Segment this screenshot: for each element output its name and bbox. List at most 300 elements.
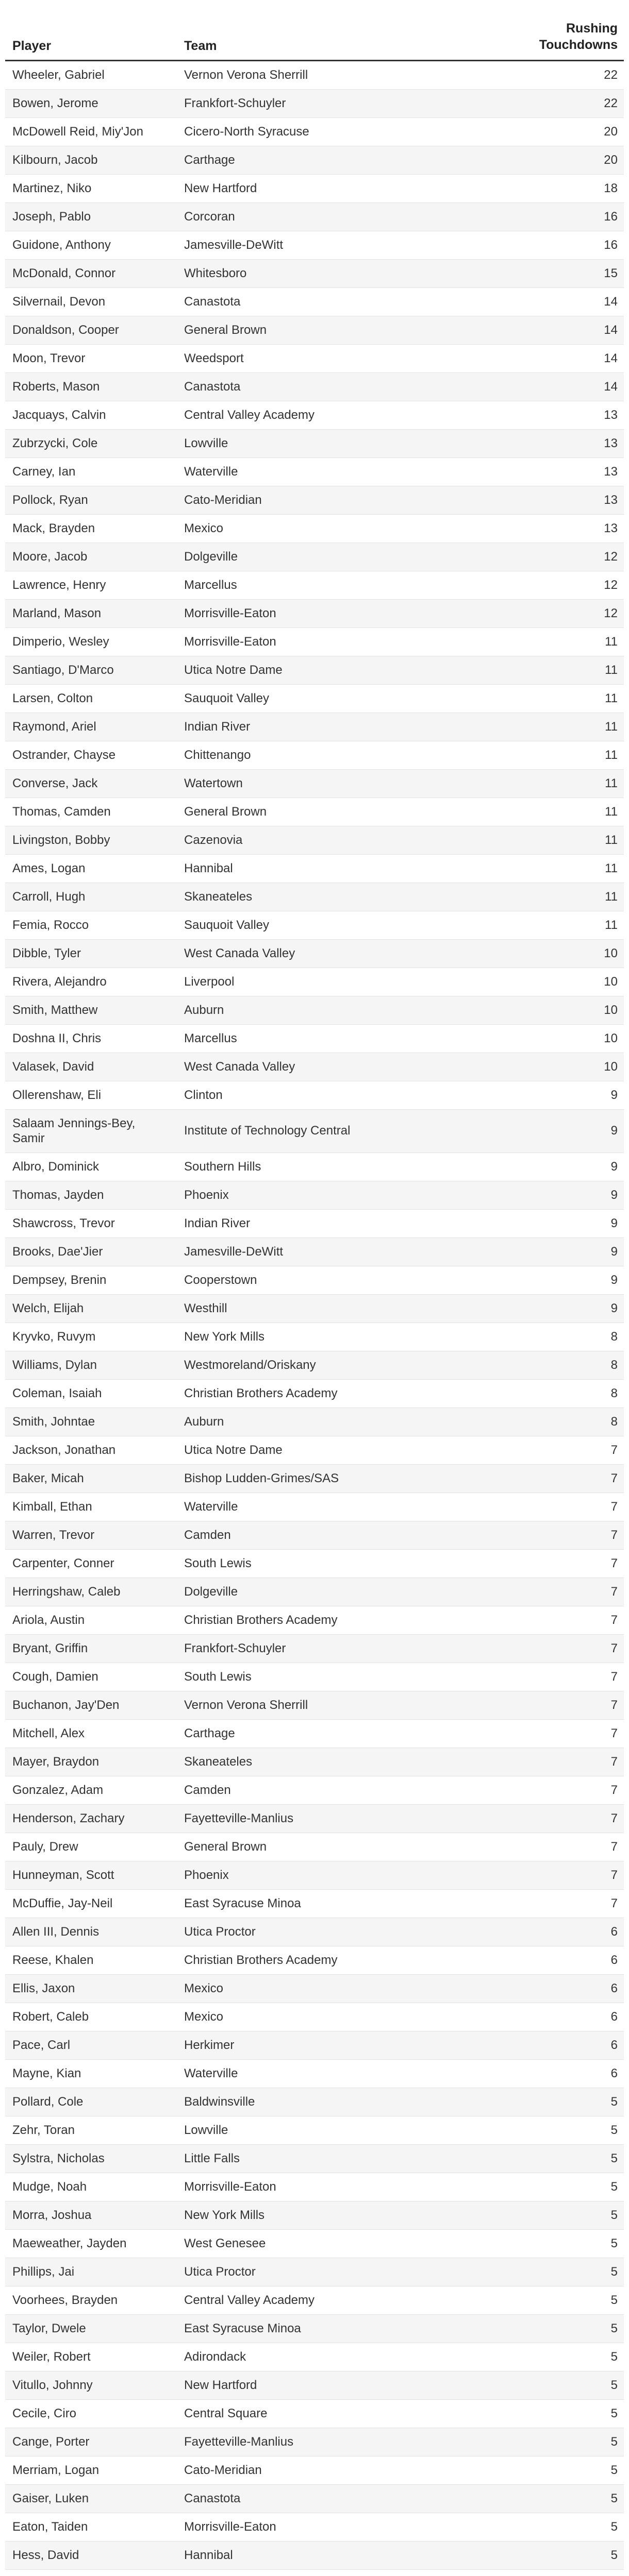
cell-team: Auburn [177,996,521,1024]
table-row [5,344,624,372]
cell-team: Auburn [177,1408,521,1436]
cell-team: General Brown [177,1833,521,1861]
cell-team: Southern Hills [177,1153,521,1181]
cell-rushing-touchdowns: 7 [521,1634,624,1663]
header-metric-line1: Rushing [566,21,618,36]
cell-rushing-touchdowns: 7 [521,1549,624,1578]
table-row [5,543,624,571]
table-row [5,1024,624,1053]
cell-player: Raymond, Ariel [5,713,177,741]
table-row [5,1833,624,1861]
cell-team: Phoenix [177,1181,521,1209]
table-row [5,1379,624,1408]
cell-rushing-touchdowns: 7 [521,1578,624,1606]
cell-team: Dolgeville [177,543,521,571]
cell-team: Chittenango [177,741,521,769]
cell-team: Hannibal [177,854,521,883]
table-row [5,571,624,599]
cell-team: Central Square [177,2399,521,2428]
cell-player: Donaldson, Cooper [5,316,177,344]
cell-team: Lowville [177,429,521,457]
table-row [5,854,624,883]
cell-team: New York Mills [177,1323,521,1351]
cell-team: Mexico [177,2003,521,2031]
cell-player: Doshna II, Chris [5,1024,177,1053]
cell-team: Frankfort-Schuyler [177,89,521,117]
table-row [5,1776,624,1804]
cell-player: Ollerenshaw, Eli [5,1081,177,1109]
cell-player: Jackson, Jonathan [5,1436,177,1464]
cell-player: Shawcross, Trevor [5,1209,177,1238]
table-header [5,20,624,60]
table-row [5,1109,624,1153]
table-row [5,174,624,202]
cell-rushing-touchdowns: 11 [521,656,624,684]
cell-player: Santiago, D'Marco [5,656,177,684]
cell-rushing-touchdowns: 11 [521,769,624,798]
cell-team: South Lewis [177,1663,521,1691]
cell-team: West Genesee [177,2229,521,2258]
cell-player: Baker, Micah [5,1464,177,1493]
cell-team: Weedsport [177,344,521,372]
table-row [5,1153,624,1181]
table-row [5,2258,624,2286]
cell-team: Sauquoit Valley [177,911,521,939]
table-row [5,2314,624,2343]
cell-rushing-touchdowns: 7 [521,1464,624,1493]
cell-player: Moore, Jacob [5,543,177,571]
cell-team: Cicero-North Syracuse [177,117,521,146]
cell-player: Mack, Brayden [5,514,177,543]
table-row [5,826,624,854]
cell-player: Weiler, Robert [5,2343,177,2371]
table-row [5,2088,624,2116]
cell-player: Salaam Jennings-Bey, Samir [5,1109,177,1153]
table-row [5,1549,624,1578]
table-row [5,316,624,344]
header-metric-line2: Touchdowns [539,38,618,52]
cell-player: Silvernail, Devon [5,287,177,316]
cell-player: Morra, Joshua [5,2201,177,2229]
cell-team: Marcellus [177,1024,521,1053]
cell-player: Coleman, Isaiah [5,1379,177,1408]
cell-player: McDowell Reid, Miy'Jon [5,117,177,146]
cell-rushing-touchdowns: 11 [521,911,624,939]
cell-player: Dempsey, Brenin [5,1266,177,1294]
cell-player: Jacquays, Calvin [5,401,177,429]
table-row [5,2144,624,2173]
cell-rushing-touchdowns: 10 [521,1024,624,1053]
table-row [5,1181,624,1209]
cell-player: Reese, Khalen [5,1946,177,1974]
cell-team: Waterville [177,1493,521,1521]
cell-team: Canastota [177,2484,521,2513]
cell-player: Pauly, Drew [5,1833,177,1861]
cell-player: Moon, Trevor [5,344,177,372]
cell-rushing-touchdowns: 9 [521,1238,624,1266]
cell-rushing-touchdowns: 18 [521,174,624,202]
table-row [5,1493,624,1521]
cell-player: Valasek, David [5,1053,177,1081]
cell-rushing-touchdowns: 11 [521,713,624,741]
cell-team: General Brown [177,316,521,344]
cell-team: Cato-Meridian [177,486,521,514]
cell-player: Warren, Trevor [5,1521,177,1549]
cell-player: Zubrzycki, Cole [5,429,177,457]
header-player[interactable]: Player [5,20,177,60]
table-row [5,599,624,628]
cell-team: Watertown [177,769,521,798]
cell-team: Canastota [177,372,521,401]
cell-player: Mitchell, Alex [5,1719,177,1748]
table-row [5,89,624,117]
cell-team: Mexico [177,1974,521,2003]
cell-rushing-touchdowns: 10 [521,1053,624,1081]
cell-team: Central Valley Academy [177,401,521,429]
cell-rushing-touchdowns: 5 [521,2371,624,2399]
table-row [5,1521,624,1549]
cell-team: Bishop Ludden-Grimes/SAS [177,1464,521,1493]
cell-player: Mayer, Braydon [5,1748,177,1776]
cell-team: Indian River [177,1209,521,1238]
cell-team: Camden [177,1776,521,1804]
cell-player: Martinez, Niko [5,174,177,202]
table-row [5,1691,624,1719]
cell-team: East Syracuse Minoa [177,1889,521,1918]
table-row [5,2116,624,2144]
cell-rushing-touchdowns: 9 [521,1209,624,1238]
cell-team: Jamesville-DeWitt [177,1238,521,1266]
cell-player: Dimperio, Wesley [5,628,177,656]
cell-rushing-touchdowns: 5 [521,2513,624,2541]
cell-player: Wheeler, Gabriel [5,60,177,89]
cell-rushing-touchdowns: 5 [521,2116,624,2144]
cell-rushing-touchdowns: 9 [521,1266,624,1294]
cell-player: Mudge, Noah [5,2173,177,2201]
cell-player: Cecile, Ciro [5,2399,177,2428]
table-row [5,939,624,968]
cell-rushing-touchdowns: 15 [521,259,624,287]
cell-rushing-touchdowns: 5 [521,2484,624,2513]
cell-rushing-touchdowns: 13 [521,457,624,486]
table-row [5,2173,624,2201]
cell-team: Morrisville-Eaton [177,628,521,656]
header-rushing-touchdowns[interactable] [521,20,624,60]
table-row [5,996,624,1024]
cell-team: Clinton [177,1081,521,1109]
cell-rushing-touchdowns: 9 [521,1109,624,1153]
table-row [5,2456,624,2484]
cell-team: Christian Brothers Academy [177,1946,521,1974]
cell-player: Welch, Elijah [5,1294,177,1323]
table-row [5,968,624,996]
cell-team: West Canada Valley [177,939,521,968]
table-row [5,2003,624,2031]
cell-player: Kryvko, Ruvym [5,1323,177,1351]
cell-team: Utica Notre Dame [177,1436,521,1464]
table-row [5,1663,624,1691]
cell-player: Mayne, Kian [5,2059,177,2088]
table-row [5,684,624,713]
table-row [5,401,624,429]
cell-player: Phillips, Jai [5,2258,177,2286]
cell-team: Fayetteville-Manlius [177,1804,521,1833]
cell-player: Zehr, Toran [5,2116,177,2144]
cell-player: Taylor, Dwele [5,2314,177,2343]
cell-player: Carroll, Hugh [5,883,177,911]
cell-player: Vitullo, Johnny [5,2371,177,2399]
cell-rushing-touchdowns: 11 [521,854,624,883]
cell-team: Phoenix [177,1861,521,1889]
table-row [5,798,624,826]
cell-team: Vernon Verona Sherrill [177,1691,521,1719]
table-row [5,1266,624,1294]
table-body [5,60,624,2576]
cell-rushing-touchdowns: 7 [521,1606,624,1634]
cell-team: Marcellus [177,571,521,599]
table-row [5,1634,624,1663]
table-row [5,287,624,316]
cell-player: Livingston, Bobby [5,826,177,854]
table-row [5,514,624,543]
cell-rushing-touchdowns: 13 [521,429,624,457]
cell-rushing-touchdowns: 5 [521,2428,624,2456]
cell-rushing-touchdowns: 7 [521,1748,624,1776]
cell-player: Pollard, Cole [5,2088,177,2116]
cell-player: Bowen, Jerome [5,89,177,117]
cell-rushing-touchdowns: 22 [521,89,624,117]
cell-team: Jamesville-DeWitt [177,231,521,259]
cell-rushing-touchdowns: 14 [521,344,624,372]
cell-player: Robert, Caleb [5,2003,177,2031]
cell-rushing-touchdowns: 7 [521,1804,624,1833]
cell-rushing-touchdowns: 22 [521,60,624,89]
cell-rushing-touchdowns: 5 [521,2343,624,2371]
cell-team: Cato-Meridian [177,2456,521,2484]
cell-rushing-touchdowns: 7 [521,1493,624,1521]
cell-team: Indian River [177,713,521,741]
cell-player: Buchanon, Jay'Den [5,1691,177,1719]
cell-rushing-touchdowns: 14 [521,316,624,344]
cell-rushing-touchdowns: 7 [521,1861,624,1889]
cell-team: Skaneateles [177,883,521,911]
table-row [5,883,624,911]
cell-player: Carpenter, Conner [5,1549,177,1578]
table-row [5,202,624,231]
cell-team: Mexico [177,514,521,543]
table-row [5,2031,624,2059]
cell-team: Utica Proctor [177,2258,521,2286]
cell-rushing-touchdowns [521,2569,624,2576]
cell-player: Allen III, Dennis [5,1918,177,1946]
cell-player [5,2569,177,2576]
cell-rushing-touchdowns: 8 [521,1323,624,1351]
cell-player: Ames, Logan [5,854,177,883]
cell-player: Larsen, Colton [5,684,177,713]
cell-player: Roberts, Mason [5,372,177,401]
cell-player: Henderson, Zachary [5,1804,177,1833]
cell-team: Institute of Technology Central [177,1109,521,1153]
table-row [5,1351,624,1379]
cell-player: Ellis, Jaxon [5,1974,177,2003]
cell-team: Westmoreland/Oriskany [177,1351,521,1379]
table-row [5,1408,624,1436]
cell-rushing-touchdowns: 7 [521,1889,624,1918]
cell-team: Carthage [177,1719,521,1748]
cell-team: West Canada Valley [177,1053,521,1081]
cell-rushing-touchdowns: 5 [521,2286,624,2314]
cell-rushing-touchdowns: 6 [521,1918,624,1946]
cell-player: Converse, Jack [5,769,177,798]
cell-rushing-touchdowns: 6 [521,2031,624,2059]
table-row [5,1748,624,1776]
cell-rushing-touchdowns: 11 [521,826,624,854]
cell-rushing-touchdowns: 5 [521,2456,624,2484]
cell-team: Dolgeville [177,1578,521,1606]
cell-team: Little Falls [177,2144,521,2173]
cell-player: Sylstra, Nicholas [5,2144,177,2173]
cell-rushing-touchdowns: 10 [521,939,624,968]
cell-player: Eaton, Taiden [5,2513,177,2541]
table-row [5,1464,624,1493]
cell-rushing-touchdowns: 12 [521,571,624,599]
table-row [5,1606,624,1634]
cell-team: Christian Brothers Academy [177,1379,521,1408]
cell-team: Cazenovia [177,826,521,854]
cell-rushing-touchdowns: 8 [521,1379,624,1408]
cell-team: Vernon Verona Sherrill [177,60,521,89]
cell-rushing-touchdowns: 7 [521,1436,624,1464]
cell-rushing-touchdowns: 5 [521,2144,624,2173]
cell-rushing-touchdowns: 5 [521,2541,624,2569]
cell-player: Thomas, Camden [5,798,177,826]
table-row [5,146,624,174]
table-row [5,1946,624,1974]
table-row [5,457,624,486]
cell-team: Sauquoit Valley [177,684,521,713]
cell-rushing-touchdowns: 9 [521,1153,624,1181]
table-row [5,2343,624,2371]
cell-player: Ariola, Austin [5,1606,177,1634]
table-row [5,2201,624,2229]
table-row [5,2059,624,2088]
cell-player: McDuffie, Jay-Neil [5,1889,177,1918]
table-row [5,1578,624,1606]
table-row [5,2399,624,2428]
table-row [5,769,624,798]
cell-player: Brooks, Dae'Jier [5,1238,177,1266]
cell-player: Smith, Johntae [5,1408,177,1436]
cell-rushing-touchdowns: 20 [521,117,624,146]
cell-player: Marland, Mason [5,599,177,628]
table-row [5,231,624,259]
cell-player: Albro, Dominick [5,1153,177,1181]
cell-team: Waterville [177,2059,521,2088]
cell-rushing-touchdowns: 10 [521,968,624,996]
cell-rushing-touchdowns: 12 [521,543,624,571]
cell-player: Pollock, Ryan [5,486,177,514]
cell-team: Lowville [177,2116,521,2144]
cell-player: Femia, Rocco [5,911,177,939]
cell-team: Whitesboro [177,259,521,287]
cell-team: South Lewis [177,1549,521,1578]
cell-player: Gonzalez, Adam [5,1776,177,1804]
cell-team: Morrisville-Eaton [177,599,521,628]
cell-team: Carthage [177,146,521,174]
cell-player: Williams, Dylan [5,1351,177,1379]
table-row [5,628,624,656]
table-row [5,911,624,939]
cell-team: New York Mills [177,2201,521,2229]
cell-rushing-touchdowns: 11 [521,741,624,769]
cell-team: Morrisville-Eaton [177,2513,521,2541]
cell-rushing-touchdowns: 11 [521,628,624,656]
table-row [5,2541,624,2569]
table-row [5,1238,624,1266]
table-row [5,1081,624,1109]
table-row [5,656,624,684]
cell-rushing-touchdowns: 5 [521,2314,624,2343]
cell-team: Morrisville-Eaton [177,2173,521,2201]
cell-player: Joseph, Pablo [5,202,177,231]
cell-rushing-touchdowns: 6 [521,2059,624,2088]
cell-team: Baldwinsville [177,2088,521,2116]
cell-rushing-touchdowns: 7 [521,1691,624,1719]
table-row [5,2513,624,2541]
table-row [5,259,624,287]
cell-team: Canastota [177,287,521,316]
cell-player: Voorhees, Brayden [5,2286,177,2314]
cell-team: Christian Brothers Academy [177,1606,521,1634]
cell-rushing-touchdowns: 8 [521,1351,624,1379]
table-row [5,2428,624,2456]
cell-team: Utica Notre Dame [177,656,521,684]
header-team[interactable]: Team [177,20,521,60]
cell-team: Waterville [177,457,521,486]
cell-player: Ostrander, Chayse [5,741,177,769]
cell-rushing-touchdowns: 10 [521,996,624,1024]
cell-player: Carney, Ian [5,457,177,486]
table-row [5,2569,624,2576]
cell-rushing-touchdowns: 7 [521,1521,624,1549]
cell-rushing-touchdowns: 5 [521,2399,624,2428]
cell-rushing-touchdowns: 13 [521,514,624,543]
cell-player: Smith, Matthew [5,996,177,1024]
cell-team: New Hartford [177,174,521,202]
table-row [5,1889,624,1918]
table-row [5,1804,624,1833]
table-row [5,1436,624,1464]
table-row [5,372,624,401]
table-row [5,741,624,769]
cell-rushing-touchdowns: 9 [521,1294,624,1323]
cell-rushing-touchdowns: 5 [521,2201,624,2229]
cell-rushing-touchdowns: 11 [521,798,624,826]
cell-rushing-touchdowns: 5 [521,2258,624,2286]
table-row [5,2286,624,2314]
table-row [5,1053,624,1081]
cell-rushing-touchdowns: 6 [521,2003,624,2031]
cell-player: Lawrence, Henry [5,571,177,599]
cell-team: Frankfort-Schuyler [177,1634,521,1663]
cell-team: East Syracuse Minoa [177,2314,521,2343]
cell-rushing-touchdowns: 7 [521,1833,624,1861]
cell-player: McDonald, Connor [5,259,177,287]
table-row [5,486,624,514]
cell-rushing-touchdowns: 7 [521,1776,624,1804]
cell-rushing-touchdowns: 14 [521,287,624,316]
table-row [5,1918,624,1946]
